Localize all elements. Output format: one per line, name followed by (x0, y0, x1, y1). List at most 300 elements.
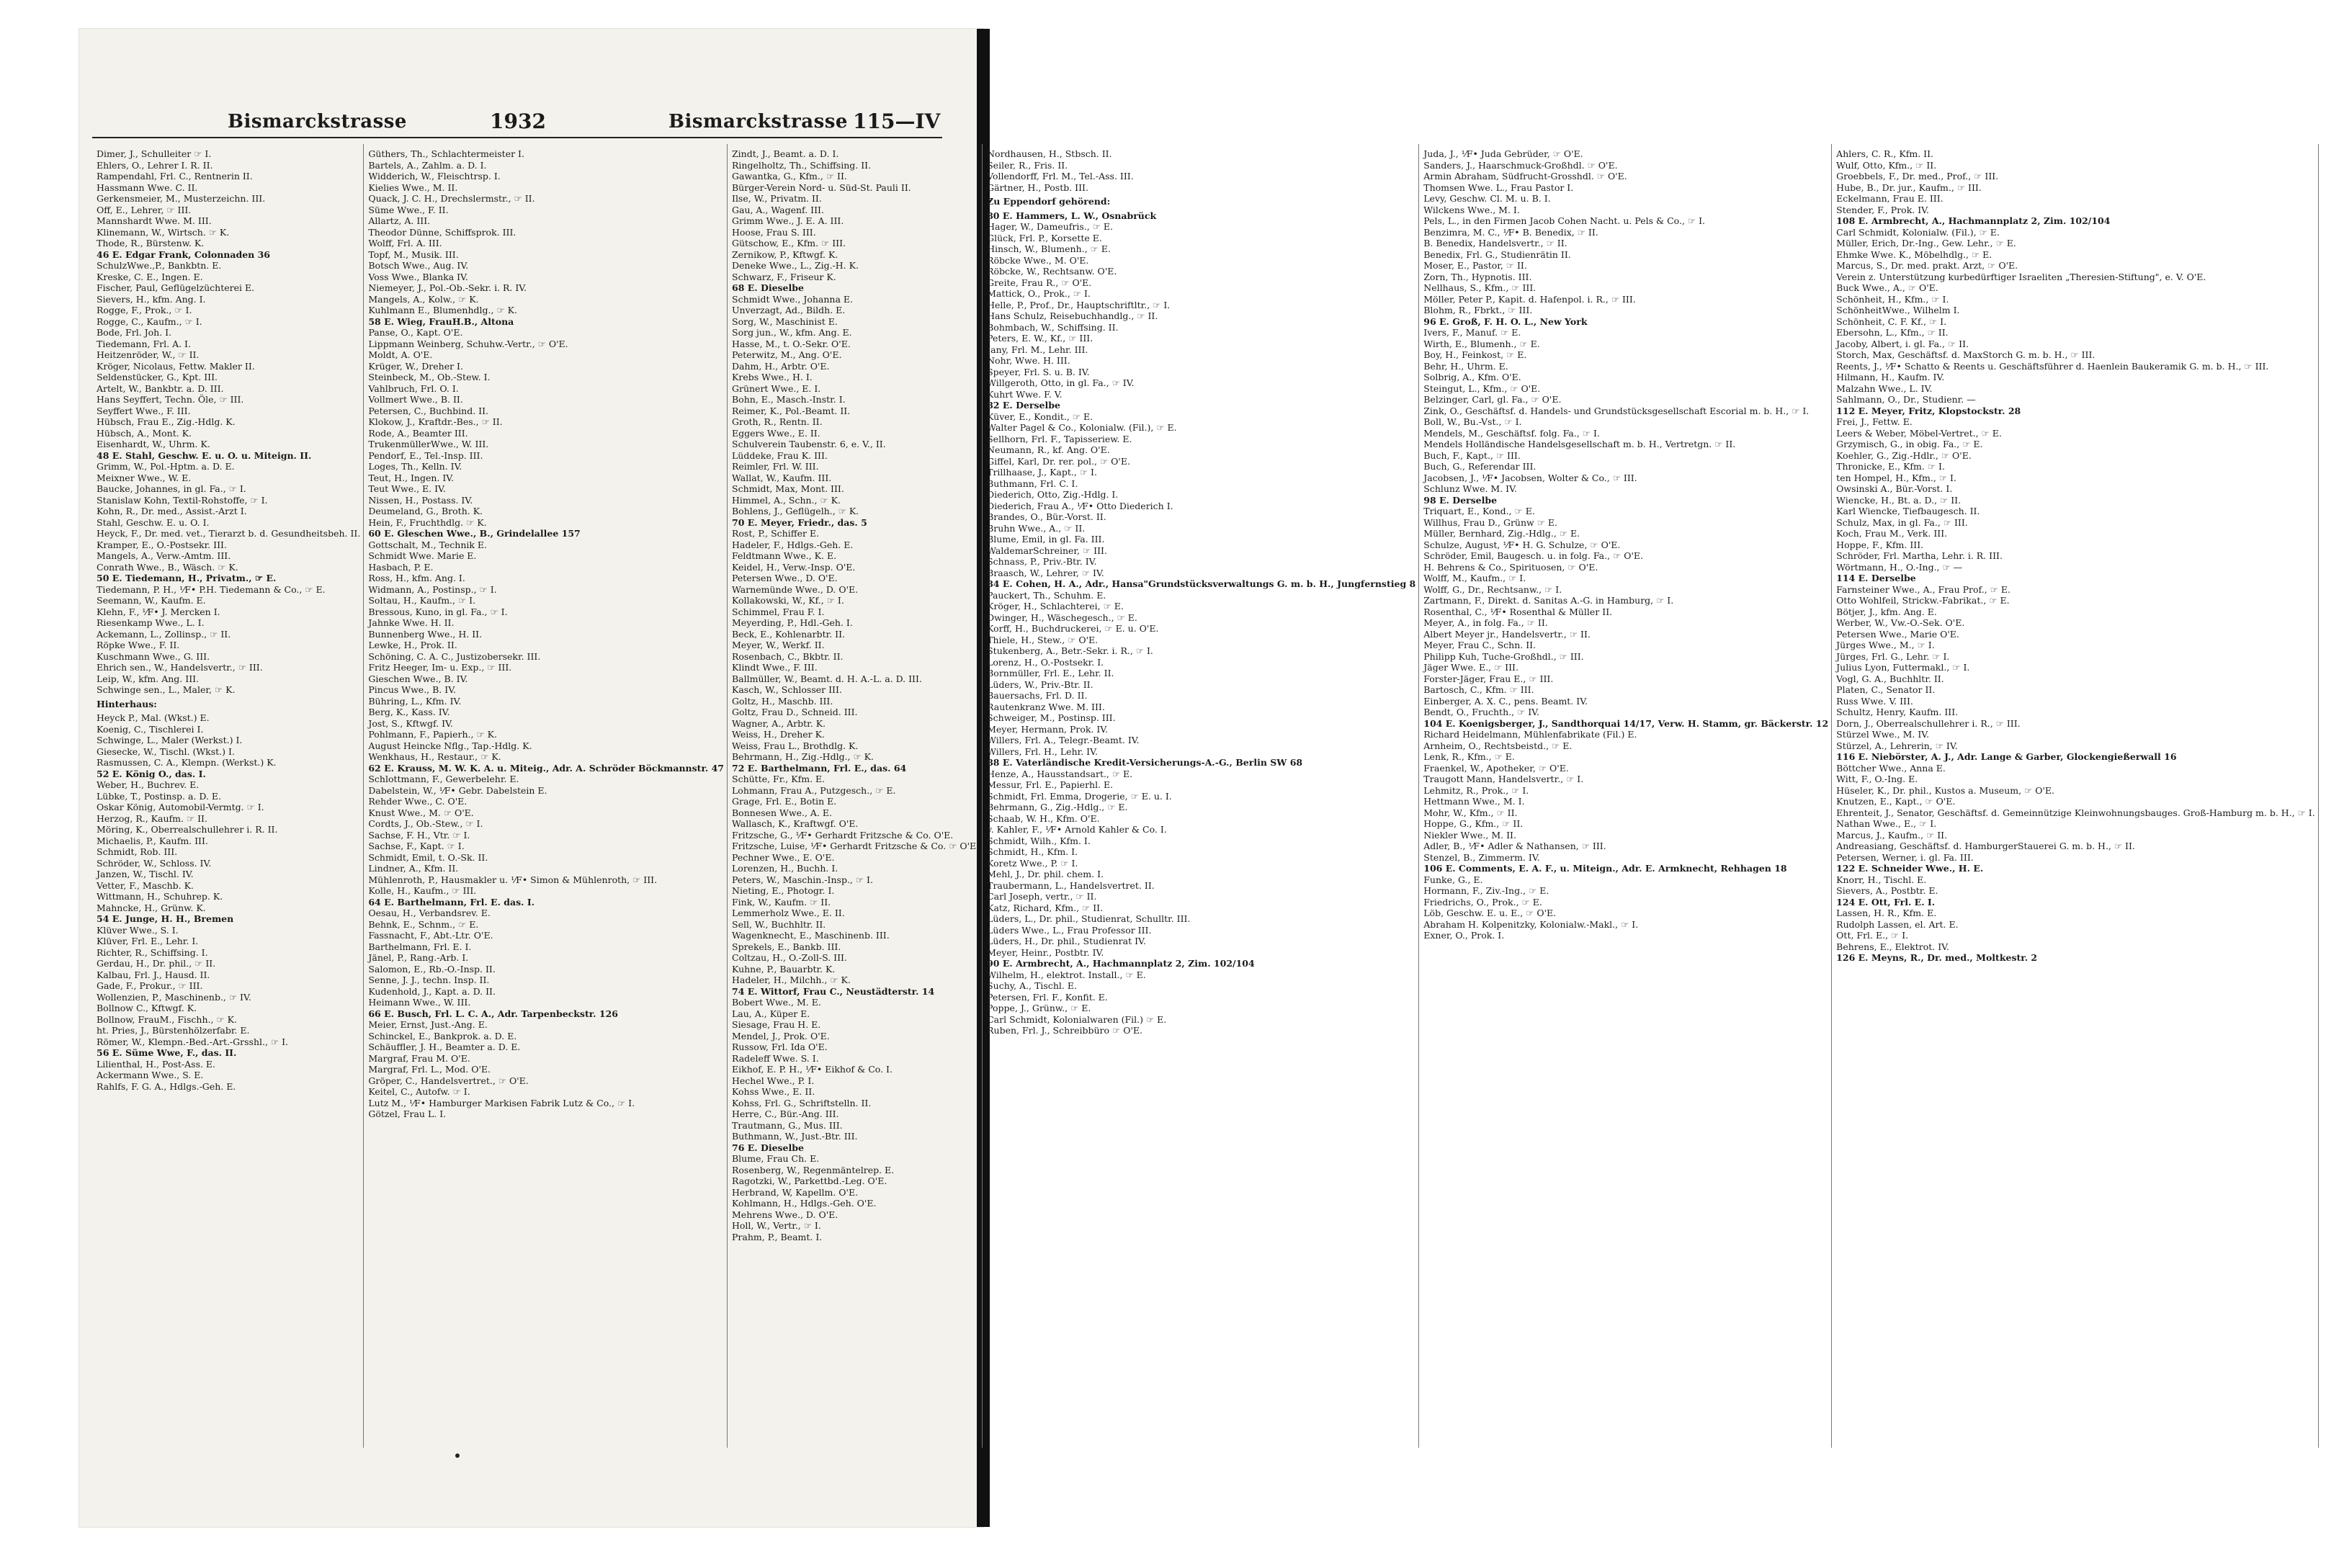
directory-entry: Wollenzien, P., Maschinenb., ☞ IV. (97, 991, 251, 1003)
directory-entry: Mehrens Wwe., D. O'E. (732, 1209, 838, 1220)
directory-entry: Meyer, Frau C., Schn. II. (1423, 640, 1536, 650)
directory-entry: Heimann Wwe., W. III. (368, 997, 471, 1008)
directory-entry: Richter, R., Schiffsing. I. (97, 946, 208, 958)
directory-entry: Kuhrt Wwe. F. V. (987, 388, 1063, 400)
directory-entry: Wolff, G., Dr., Rechtsanw., ☞ I. (1423, 583, 1562, 595)
directory-entry: Kohss Wwe., E. II. (732, 1086, 815, 1097)
directory-entry: Rode, A., Beamter III. (368, 427, 468, 439)
directory-entry: Hechel Wwe., P. I. (732, 1075, 815, 1086)
directory-entry: Benedix, Frl. G., Studienrätin II. (1423, 248, 1571, 260)
directory-entry: Messur, Frl. E., Papierhl. E. (987, 779, 1114, 790)
directory-entry: Kollakowski, W., Kf., ☞ I. (732, 595, 844, 606)
directory-entry: Farnsteiner Wwe., A., Frau Prof., ☞ E. (1836, 583, 2010, 595)
directory-entry: Knorr, H., Tischl. E. (1836, 874, 1927, 885)
directory-entry: Schmidt, H., Kfm. I. (987, 846, 1078, 857)
directory-entry: Storch, Max, Geschäftsf. d. MaxStorch G. m. b. H., ☞ III. (1836, 349, 2095, 360)
directory-entry: Gawantka, G., Kfm., ☞ II. (732, 171, 847, 182)
directory-entry: Bonnesen Wwe., A. E. (732, 807, 832, 818)
directory-entry: Rehder Wwe., C. O'E. (368, 796, 468, 807)
directory-entry: Willers, Frl. H., Lehr. IV. (987, 745, 1098, 757)
directory-entry: Schöning, C. A. C., Justizobersekr. III. (368, 650, 541, 662)
directory-entry: Speyer, Frl. S. u. B. IV. (987, 366, 1090, 377)
directory-entry: Oskar König, Automobil-Vermtg. ☞ I. (97, 802, 264, 812)
directory-entry: Nieting, E., Photogr. I. (732, 885, 835, 896)
directory-entry: Mendel, J., Prok. O'E. (732, 1030, 830, 1041)
directory-entry: 74 E. Wittorf, Frau C., Neustädterstr. 14 (732, 985, 935, 997)
directory-entry: Behrmann, H., Zig.-Hdlg., ☞ K. (732, 751, 874, 762)
directory-entry: Holl, W., Vertr., ☞ I. (732, 1220, 821, 1231)
directory-entry: Stukenberg, A., Betr.-Sekr. i. R., ☞ I. (987, 645, 1153, 656)
directory-entry: Trautmann, G., Mus. III. (732, 1119, 843, 1131)
directory-entry: Gade, F., Prokur., ☞ III. (97, 980, 203, 991)
directory-entry: Solbrig, A., Kfm. O'E. (1423, 372, 1521, 382)
directory-entry: Stanislaw Kohn, Textil-Rohstoffe, ☞ I. (97, 494, 268, 506)
directory-entry: Behnk, E., Schnm., ☞ E. (368, 918, 479, 930)
directory-entry: Zu Eppendorf gehörend: (987, 196, 1111, 207)
directory-entry: Giffel, Karl, Dr. rer. pol., ☞ O'E. (987, 455, 1130, 467)
directory-entry: Lüders, L., Dr. phil., Studienrat, Schulltr. III. (987, 913, 1191, 924)
directory-entry: Buch, G., Referendar III. (1423, 461, 1536, 472)
directory-entry: Löb, Geschw. E. u. E., ☞ O'E. (1423, 908, 1557, 918)
directory-entry: Off, E., Lehrer, ☞ III. (97, 204, 192, 215)
directory-entry: Meyer, W., Werkf. II. (732, 640, 825, 650)
directory-entry: Krüger, W., Dreher I. (368, 360, 463, 372)
directory-entry: Wagner, A., Arbtr. K. (732, 717, 826, 729)
directory-entry: Diederich, Frau A., ⅟F• Otto Diederich I. (987, 500, 1173, 511)
directory-entry: Karl Wiencke, Tiefbaugesch. II. (1836, 506, 1980, 516)
directory-entry: Schröder, W., Schloss. IV. (97, 857, 212, 869)
directory-entry: Rosenthal, C., ⅟F• Rosenthal & Müller II. (1423, 606, 1613, 617)
directory-entry: Greite, Frau R., ☞ O'E. (987, 277, 1092, 288)
directory-entry: Weber, H., Buchrev. E. (97, 779, 200, 790)
directory-entry: Stahl, Geschw. E. u. O. I. (97, 516, 210, 528)
directory-entry: Wörtmann, H., O.-Ing., ☞ — (1836, 561, 1963, 573)
directory-entry: Kröger, Nicolaus, Fettw. Makler II. (97, 360, 255, 372)
directory-entry: Quack, J. C. H., Drechslermstr., ☞ II. (368, 193, 535, 204)
directory-entry: Rost, P., Schiffer E. (732, 528, 820, 539)
directory-entry: Topf, M., Musik. III. (368, 248, 459, 260)
directory-entry: Forster-Jäger, Frau E., ☞ III. (1423, 673, 1554, 684)
directory-entry: Ehlers, O., Lehrer I. R. II. (97, 159, 213, 171)
directory-entry: Siesage, Frau H. E. (732, 1019, 821, 1030)
directory-entry: Grimm Wwe., J. E. A. III. (732, 215, 844, 226)
directory-entry: Blohm, R., Fbrkt., ☞ III. (1423, 305, 1533, 315)
directory-entry: Bartels, A., Zahlm. a. D. I. (368, 159, 487, 171)
directory-entry: TrukenmüllerWwe., W. III. (368, 439, 489, 449)
directory-entry: Gröper, C., Handelsvertret., ☞ O'E. (368, 1075, 529, 1086)
directory-entry: Stürzel Wwe., M. IV. (1836, 729, 1930, 740)
directory-entry: Schmidt Wwe., Johanna E. (732, 293, 853, 305)
directory-entry: Ackermann Wwe., S. E. (97, 1070, 204, 1080)
directory-entry: Möller, Peter P., Kapit. d. Hafenpol. i. R., ☞ III. (1423, 293, 1636, 305)
directory-entry: Jacobsen, J., ⅟F• Jacobsen, Wolter & Co., ☞ III. (1423, 472, 1637, 483)
directory-entry: Teut, H., Ingen. IV. (368, 472, 455, 483)
directory-entry: Braasch, W., Lehrer, ☞ IV. (987, 567, 1104, 578)
directory-entry: Koenig, C., Tischlerei I. (97, 723, 204, 735)
directory-entry: Funke, G., E. (1423, 874, 1483, 885)
directory-entry: Stenzel, B., Zimmerm. IV. (1423, 851, 1540, 863)
directory-entry: Knust Wwe., M. ☞ O'E. (368, 807, 474, 818)
directory-entry: Gärtner, H., Postb. III. (987, 182, 1088, 193)
directory-entry: Belzinger, Carl, gl. Fa., ☞ O'E. (1423, 394, 1562, 405)
directory-entry: Julius Lyon, Futtermakl., ☞ I. (1836, 662, 1970, 673)
directory-entry: Helle, P., Prof., Dr., Hauptschriftltr., ☞ I. (987, 299, 1171, 310)
directory-entry: 82 E. Derselbe (987, 400, 1060, 411)
directory-entry: Margraf, Frl. L., Mod. O'E. (368, 1064, 491, 1075)
directory-entry: Gottschalt, M., Technik E. (368, 539, 488, 550)
directory-entry: Bauersachs, Frl. D. II. (987, 690, 1088, 701)
year: 1932 (490, 109, 546, 133)
directory-entry: Diederich, Otto, Zig.-Hdlg. I. (987, 489, 1119, 500)
directory-entry: Wiencke, H., Bt. a. D., ☞ II. (1836, 494, 1962, 506)
directory-entry: Bressous, Kuno, in gl. Fa., ☞ I. (368, 606, 508, 617)
directory-entry: Seemann, W., Kaufm. E. (97, 595, 206, 606)
directory-entry: Bohmbach, W., Schiffsing. II. (987, 321, 1119, 333)
directory-entry: Koehler, G., Zig.-Hdlr., ☞ O'E. (1836, 449, 1972, 461)
directory-entry: 56 E. Süme Wwe, F., das. II. (97, 1047, 237, 1058)
directory-entry: Ott, Frl. E., ☞ I. (1836, 930, 1909, 941)
directory-entry: Wallasch, K., Kraftwgf. O'E. (732, 818, 859, 829)
directory-entry: Behrens, E., Elektrot. IV. (1836, 941, 1949, 952)
directory-entry: Wilckens Wwe., M. I. (1423, 204, 1520, 215)
directory-entry: Keitel, C., Autofw. ☞ I. (368, 1086, 470, 1097)
directory-entry: Schröder, Emil, Baugesch. u. in folg. Fa., ☞ O'E. (1423, 550, 1644, 561)
directory-entry: Schmidt, Frl. Emma, Drogerie, ☞ E. u. I. (987, 790, 1172, 802)
directory-entry: Kuhlmann E., Blumenhdlg., ☞ K. (368, 305, 517, 315)
directory-entry: Peterwitz, M., Ang. O'E. (732, 349, 842, 360)
directory-entry: Güthers, Th., Schlachtermeister I. (368, 148, 524, 159)
directory-entry: Müller, Bernhard, Zig.-Hdlg., ☞ E. (1423, 528, 1580, 539)
directory-entry: Michaelis, P., Kaufm. III. (97, 835, 208, 846)
directory-entry: Coltzau, H., O.-Zoll-S. III. (732, 952, 847, 963)
directory-entry: Senne, J. J., techn. Insp. II. (368, 975, 490, 985)
directory-entry: Peters, W., Maschin.-Insp., ☞ I. (732, 874, 873, 885)
directory-entry: Frei, J., Fettw. E. (1836, 416, 1913, 427)
directory-entry: Schönheit, H., Kfm., ☞ I. (1836, 293, 1949, 305)
directory-entry: Knutzen, E., Kapt., ☞ O'E. (1836, 796, 1956, 807)
directory-entry: Gau, A., Wagenf. III. (732, 204, 824, 215)
directory-entry: Jürges Wwe., M., ☞ I. (1836, 640, 1935, 650)
directory-entry: Nathan Wwe., E., ☞ I. (1836, 818, 1937, 829)
directory-entry: Schönheit, C. F. Kf., ☞ I. (1836, 315, 1947, 327)
directory-entry: 76 E. Dieselbe (732, 1142, 804, 1153)
directory-entry: Ehrich sen., W., Handelsvertr., ☞ III. (97, 662, 263, 673)
directory-entry: Beck, E., Kohlenarbtr. II. (732, 628, 846, 640)
directory-entry: Sorg, W., Maschinist E. (732, 315, 838, 327)
directory-entry: Schulz, Max, in gl. Fa., ☞ III. (1836, 516, 1968, 528)
directory-entry: Ehrenteit, J., Senator, Geschäftsf. d. Gemeinnützige Kleinwohnungsbauges. Groß-Hamburg m. b. H., ☞ I. (1836, 807, 2315, 818)
directory-entry: Schmidt, Wilh., Kfm. I. (987, 835, 1091, 846)
directory-column-6 (1832, 144, 2319, 1448)
directory-entry: Rasmussen, C. A., Klempn. (Werkst.) K. (97, 757, 277, 768)
directory-entry: Fischer, Paul, Geflügelzüchterei E. (97, 282, 255, 293)
directory-entry: Marcus, S., Dr. med. prakt. Arzt, ☞ O'E. (1836, 260, 2018, 271)
directory-entry: Reents, J., ⅟F• Schatto & Reents u. Geschäftsführer d. Haenlein Baukeramik G. m. b. H., ☞ III. (1836, 360, 2269, 372)
directory-entry: Dorn, J., Oberrealschullehrer i. R., ☞ III. (1836, 717, 2021, 729)
directory-entry: Groebbels, F., Dr. med., Prof., ☞ III. (1836, 171, 1999, 182)
directory-entry: Lüders Wwe., L., Frau Professor III. (987, 924, 1152, 936)
directory-entry: Rosenbach, C., Bkbtr. II. (732, 650, 844, 662)
directory-entry: Dimer, J., Schulleiter ☞ I. (97, 148, 212, 159)
directory-entry: 116 E. Niebörster, A. J., Adr. Lange & Garber, Glockengießerwall 16 (1836, 751, 2177, 762)
directory-entry: Mahncke, H., Grünw. K. (97, 902, 206, 913)
directory-column-4 (983, 144, 1419, 1448)
directory-entry: Cordts, J., Ob.-Stew., ☞ I. (368, 818, 483, 829)
directory-entry: Fritz Heeger, Im- u. Exp., ☞ III. (368, 662, 512, 673)
directory-entry: Thronicke, E., Kfm. ☞ I. (1836, 461, 1945, 472)
directory-entry: Walter Pagel & Co., Kolonialw. (Fil.), ☞ E. (987, 422, 1177, 433)
directory-entry: Goltz, Frau D., Schneid. III. (732, 707, 858, 717)
directory-entry: Bohlens, J., Geflügelh., ☞ K. (732, 506, 859, 516)
page-number: 115—IV (853, 109, 941, 133)
directory-entry: Reimler, Frl. W. III. (732, 461, 819, 472)
directory-entry: Kröger, H., Schlachterei, ☞ E. (987, 601, 1124, 611)
directory-entry: 88 E. Vaterländische Kredit-Versicherungs-A.-G., Berlin SW 68 (987, 757, 1303, 768)
directory-entry: Vogl, G. A., Buchhltr. II. (1836, 673, 1944, 684)
directory-entry: Lübke, T., Postinsp. a. D. E. (97, 790, 221, 802)
directory-entry: Schmidt, Emil, t. O.-Sk. II. (368, 851, 488, 863)
directory-entry: Ebersohn, L., Kfm., ☞ II. (1836, 327, 1949, 338)
directory-entry: Jost, S., Kftwgf. IV. (368, 717, 453, 729)
directory-entry: Carl Schmidt, Kolonialwaren (Fil.) ☞ E. (987, 1013, 1167, 1025)
directory-entry: Widmann, A., Postinsp., ☞ I. (368, 583, 497, 595)
directory-entry: Verein z. Unterstützung kurbedürftiger Israeliten „Theresien-Stiftung", e. V. O'E. (1836, 271, 2206, 282)
directory-entry: Gerdau, H., Dr. phil., ☞ II. (97, 958, 216, 969)
directory-entry: Hadeler, F., Hdlgs.-Geh. E. (732, 539, 854, 550)
directory-entry: Eikhof, E. P. H., ⅟F• Eikhof & Co. I. (732, 1064, 893, 1075)
directory-entry: 62 E. Krauss, M. W. K. A. u. Miteig., Adr. A. Schröder Böckmannstr. 47 (368, 762, 724, 774)
directory-entry: 112 E. Meyer, Fritz, Klopstockstr. 28 (1836, 405, 2021, 416)
directory-entry: Friedrichs, O., Prok., ☞ E. (1423, 896, 1542, 908)
directory-entry: Hein, F., Fruchthdlg. ☞ K. (368, 516, 487, 528)
directory-entry: Mohr, W., Kfm., ☞ II. (1423, 807, 1518, 818)
directory-entry: Radeleff Wwe. S. I. (732, 1052, 819, 1064)
directory-entry: Lutz M., ⅟F• Hamburger Markisen Fabrik Lutz & Co., ☞ I. (368, 1097, 635, 1108)
directory-entry: Meyer, Hermann, Prok. IV. (987, 723, 1109, 735)
directory-entry: Herbrand, W, Kapellm. O'E. (732, 1186, 859, 1198)
directory-entry: Fritzsche, G., ⅟F• Gerhardt Fritzsche & Co. O'E. (732, 829, 954, 841)
directory-entry: 72 E. Barthelmann, Frl. E., das. 64 (732, 762, 907, 774)
directory-entry: Wittmann, H., Schuhrep. K. (97, 891, 223, 902)
directory-entry: Rogge, F., Prok., ☞ I. (97, 305, 192, 315)
directory-entry: Müller, Erich, Dr.-Ing., Gew. Lehr., ☞ E. (1836, 238, 2016, 248)
directory-entry: Schmidt, Max, Mont. III. (732, 483, 844, 494)
directory-entry: Klüver Wwe., S. I. (97, 924, 179, 936)
directory-entry: Witt, F., O.-Ing. E. (1836, 774, 1918, 784)
directory-entry: Buthmann, W., Just.-Btr. III. (732, 1131, 858, 1142)
directory-entry: Zindt, J., Beamt. a. D. I. (732, 148, 839, 159)
directory-entry: v. Kahler, F., ⅟F• Arnold Kahler & Co. I. (987, 824, 1167, 835)
directory-entry: Fraenkel, W., Apotheker, ☞ O'E. (1423, 762, 1569, 774)
directory-entry: Lorenzen, H., Buchh. I. (732, 863, 838, 874)
directory-entry: Thode, R., Bürstenw. K. (97, 238, 205, 248)
directory-entry: Mehl, J., Dr. phil. chem. I. (987, 869, 1104, 879)
directory-entry: Pendorf, E., Tel.-Insp. III. (368, 449, 483, 461)
directory-entry: Wenkhaus, H., Restaur., ☞ K. (368, 751, 501, 762)
directory-entry: Rahlfs, F. G. A., Hdlgs.-Geh. E. (97, 1080, 236, 1092)
directory-entry: Janzen, W., Tischl. IV. (97, 869, 194, 879)
directory-entry: Tiedemann, P. H., ⅟F• P.H. Tiedemann & Co., ☞ E. (97, 583, 326, 595)
directory-entry: 90 E. Armbrecht, A., Hachmannplatz 2, Zim. 102/104 (987, 958, 1255, 969)
directory-entry: Unverzagt, Ad., Bildh. E. (732, 305, 846, 315)
directory-entry: Juda, J., ⅟F• Juda Gebrüder, ☞ O'E. (1423, 148, 1583, 159)
directory-entry: Kuhne, P., Bauarbtr. K. (732, 963, 836, 975)
directory-entry: Römer, W., Klempn.-Bed.-Art.-Grsshl., ☞ I. (97, 1036, 289, 1047)
directory-entry: Adler, B., ⅟F• Adler & Nathansen, ☞ III. (1423, 841, 1606, 851)
directory-entry: Steingut, L., Kfm., ☞ O'E. (1423, 382, 1541, 394)
directory-entry: Baucke, Johannes, in gl. Fa., ☞ I. (97, 483, 246, 494)
directory-entry: Grage, Frl. E., Botin E. (732, 796, 837, 807)
directory-entry: Meyer, Heinr., Postbtr. IV. (987, 946, 1104, 958)
directory-entry: Levy, Geschw. Cl. M. u. B. I. (1423, 193, 1551, 204)
directory-entry: Buch, F., Kapt., ☞ III. (1423, 449, 1521, 461)
directory-entry: Götzel, Frau L. I. (368, 1108, 447, 1119)
directory-entry: Vollmert Wwe., B. II. (368, 394, 463, 405)
directory-entry: Ringelholtz, Th., Schiffsing. II. (732, 159, 872, 171)
directory-entry: Mendels Holländische Handelsgesellschaft m. b. H., Vertretgn. ☞ II. (1423, 439, 1736, 449)
directory-entry: Mendels, M., Geschäftsf. folg. Fa., ☞ I. (1423, 427, 1600, 439)
directory-entry: Leers & Weber, Möbel-Vertret., ☞ E. (1836, 427, 2002, 439)
directory-entry: Vollendorff, Frl. M., Tel.-Ass. III. (987, 171, 1134, 182)
directory-entry: Suchy, A., Tischl. E. (987, 980, 1077, 991)
directory-entry: Schäuffler, J. H., Beamter a. D. E. (368, 1041, 521, 1052)
directory-entry: Pauckert, Th., Schuhm. E. (987, 589, 1106, 601)
directory-entry: Klehn, F., ⅟F• J. Mercken I. (97, 606, 220, 617)
directory-entry: Conrath Wwe., B., Wäsch. ☞ K. (97, 561, 238, 573)
directory-entry: Trillhaase, J., Kapt., ☞ I. (987, 467, 1097, 478)
directory-entry: Heyck, F., Dr. med. vet., Tierarzt b. d. Gesundheitsbeh. II. (97, 528, 361, 539)
directory-entry: Salomon, E., Rb.-O.-Insp. II. (368, 963, 496, 975)
directory-entry: Himmel, A., Schn., ☞ K. (732, 494, 841, 506)
directory-entry: Hinterhaus: (97, 698, 157, 709)
directory-entry: Schultz, Henry, Kaufm. III. (1836, 707, 1959, 717)
directory-entry: Meyerding, P., Hdl.-Geh. I. (732, 617, 853, 628)
directory-entry: Mühlenroth, P., Hausmakler u. ⅟F• Simon & Mühlenroth, ☞ III. (368, 874, 658, 885)
directory-entry: Schütte, Fr., Kfm. E. (732, 774, 826, 784)
directory-entry: Eckelmann, Frau E. III. (1836, 193, 1943, 204)
directory-entry: Schulverein Taubenstr. 6, e. V., II. (732, 439, 886, 449)
directory-entry: Wolff, M., Kaufm., ☞ I. (1423, 573, 1526, 583)
directory-entry: SchönheitWwe., Wilhelm I. (1836, 305, 1960, 315)
directory-entry: Hoppe, F., Kfm. III. (1836, 539, 1924, 550)
directory-entry: Pels, L., in den Firmen Jacob Cohen Nacht. u. Pels & Co., ☞ I. (1423, 215, 1705, 226)
directory-column-2 (364, 144, 728, 1448)
directory-entry: Koch, Frau M., Verk. III. (1836, 528, 1948, 539)
directory-entry: Willhus, Frau D., Grünw ☞ E. (1423, 516, 1557, 528)
directory-entry: Theodor Dünne, Schiffsprok. III. (368, 226, 516, 238)
directory-entry: Hormann, F., Ziv.-Ing., ☞ E. (1423, 885, 1549, 896)
directory-entry: Traubermann, L., Handelsvertret. II. (987, 879, 1155, 891)
directory-entry: Schröder, Frl. Martha, Lehr. i. R. III. (1836, 550, 2003, 561)
directory-column-3 (728, 144, 983, 1448)
directory-entry: Bohn, E., Masch.-Instr. I. (732, 394, 846, 405)
directory-entry: Behr, H., Uhrm. E. (1423, 360, 1508, 372)
directory-entry: Weiss, H., Dreher K. (732, 729, 825, 740)
directory-entry: Hassmann Wwe. C. II. (97, 182, 198, 193)
directory-entry: Prahm, P., Beamt. I. (732, 1231, 823, 1242)
directory-entry: Hube, B., Dr. jur., Kaufm., ☞ III. (1836, 182, 1982, 193)
directory-entry: 106 E. Comments, E. A. F., u. Miteign., Adr. E. Armknecht, Rehhagen 18 (1423, 863, 1787, 874)
directory-entry: Willers, Frl. A., Telegr.-Beamt. IV. (987, 735, 1140, 745)
directory-entry: Ruben, Frl. J., Schreibbüro ☞ O'E. (987, 1025, 1142, 1036)
directory-entry: Jürges, Frl. G., Lehr. ☞ I. (1836, 650, 1950, 662)
directory-entry: Poppe, J., Grünw., ☞ E. (987, 1003, 1091, 1013)
directory-entry: Jany, Frl. M., Lehr. III. (987, 344, 1088, 355)
directory-entry: ten Hompel, H., Kfm., ☞ I. (1836, 472, 1956, 483)
directory-entry: Henze, A., Hausstandsart., ☞ E. (987, 768, 1133, 779)
directory-entry: Klinemann, W., Wirtsch. ☞ K. (97, 226, 230, 238)
directory-entry: August Heincke Nflg., Tap.-Hdlg. K. (368, 740, 532, 751)
directory-entry: Hüseler, K., Dr. phil., Kustos a. Museum, ☞ O'E. (1836, 784, 2055, 796)
directory-entry: Berg, K., Kass. IV. (368, 707, 450, 717)
directory-entry: Schaab, W. H., Kfm. O'E. (987, 812, 1100, 824)
directory-entry: Sorg jun., W., kfm. Ang. E. (732, 327, 852, 338)
directory-entry: Schinckel, E., Bankprok. a. D. E. (368, 1030, 517, 1041)
directory-entry: Gütschow, E., Kfm. ☞ III. (732, 238, 846, 248)
directory-entry: Thomsen Wwe. L., Frau Pastor I. (1423, 182, 1574, 193)
directory-entry: Ahlers, C. R., Kfm. II. (1836, 148, 1933, 159)
directory-entry: H. Behrens & Co., Spirituosen, ☞ O'E. (1423, 561, 1598, 573)
directory-entry: Mangels, A., Kolw., ☞ K. (368, 293, 479, 305)
directory-entry: Lohmann, Frau A., Putzgesch., ☞ E. (732, 784, 896, 796)
directory-entry: Albert Meyer jr., Handelsvertr., ☞ II. (1423, 628, 1591, 640)
directory-entry: Grünert Wwe., E. I. (732, 382, 821, 394)
directory-entry: Schlunz Wwe. M. IV. (1423, 483, 1517, 494)
directory-entry: Werber, W., Vw.-O.-Sek. O'E. (1836, 617, 1965, 628)
directory-entry: Behrmann, G., Zig.-Hdlg., ☞ E. (987, 802, 1128, 812)
directory-entry: Deumeland, G., Broth. K. (368, 506, 483, 516)
directory-entry: 104 E. Koenigsberger, J., Sandthorquai 14/17, Verw. H. Stamm, gr. Bäckerstr. 12 (1423, 717, 1829, 729)
directory-entry: Groth, R., Rentn. II. (732, 416, 823, 427)
directory-entry: Kalbau, Frl. J., Hausd. II. (97, 969, 210, 980)
directory-entry: Brandes, O., Bür.-Vorst. II. (987, 511, 1106, 522)
directory-entry: Benzimra, M. C., ⅟F• B. Benedix, ☞ II. (1423, 226, 1598, 238)
directory-entry: Soltau, H., Kaufm., ☞ I. (368, 595, 476, 606)
directory-entry: Herre, C., Bür.-Ang. III. (732, 1108, 839, 1119)
directory-entry: Jacoby, Albert, i. gl. Fa., ☞ II. (1836, 338, 1969, 349)
directory-entry: Bollnow C., Kftwgf. K. (97, 1003, 197, 1013)
directory-entry: Lindner, A., Kfm. II. (368, 863, 459, 874)
directory-entry: Richard Heidelmann, Mühlenfabrikate (Fil.) E. (1423, 729, 1637, 740)
directory-entry: 48 E. Stahl, Geschw. E. u. O. u. Miteign. II. (97, 449, 312, 461)
directory-entry: 50 E. Tiedemann, H., Privatm., ☞ E. (97, 573, 277, 583)
directory-entry: Seldenstücker, G., Kpt. III. (97, 372, 218, 382)
directory-entry: 96 E. Groß, F. H. O. L., New York (1423, 315, 1588, 327)
directory-entry: Reimer, K., Pol.-Beamt. II. (732, 405, 851, 416)
directory-entry: Otto Wohlfeil, Strickw.-Fabrikat., ☞ E. (1836, 595, 2010, 606)
directory-entry: Lemmerholz Wwe., E. II. (732, 908, 845, 918)
directory-entry: Hasbach, P. E. (368, 561, 434, 573)
directory-entry: 126 E. Meyns, R., Dr. med., Moltkestr. 2 (1836, 952, 2038, 963)
directory-column-7 (2319, 144, 2326, 1448)
directory-entry: Weiss, Frau L., Brothdlg. K. (732, 740, 859, 751)
directory-entry: Zartmann, F., Direkt. d. Sanitas A.-G. in Hamburg, ☞ I. (1423, 595, 1674, 606)
directory-entry: Zorn, Th., Hypnotis. III. (1423, 271, 1532, 282)
directory-entry: Hinsch, W., Blumenh., ☞ E. (987, 243, 1111, 254)
directory-entry: Wagenknecht, E., Maschinenb. III. (732, 930, 890, 941)
directory-entry: Jahnke Wwe. H. II. (368, 617, 455, 628)
directory-entry: Wallat, W., Kaufm. III. (732, 472, 832, 483)
directory-entry: Jänel, P., Rang.-Arb. I. (368, 952, 469, 963)
directory-entry: 114 E. Derselbe (1836, 573, 1916, 583)
directory-entry: Schnass, P., Priv.-Btr. IV. (987, 556, 1097, 567)
directory-entry: Grzymisch, G., in obig. Fa., ☞ E. (1836, 439, 1983, 449)
directory-entry: Hoose, Frau S. III. (732, 226, 816, 238)
directory-entry: Fassnacht, F., Abt.-Ltr. O'E. (368, 930, 493, 941)
directory-entry: Stender, F., Prok. IV. (1836, 204, 1929, 215)
directory-entry: Lorenz, H., O.-Postsekr. I. (987, 656, 1104, 668)
directory-entry: Widderich, W., Fleischtrsp. I. (368, 171, 501, 182)
